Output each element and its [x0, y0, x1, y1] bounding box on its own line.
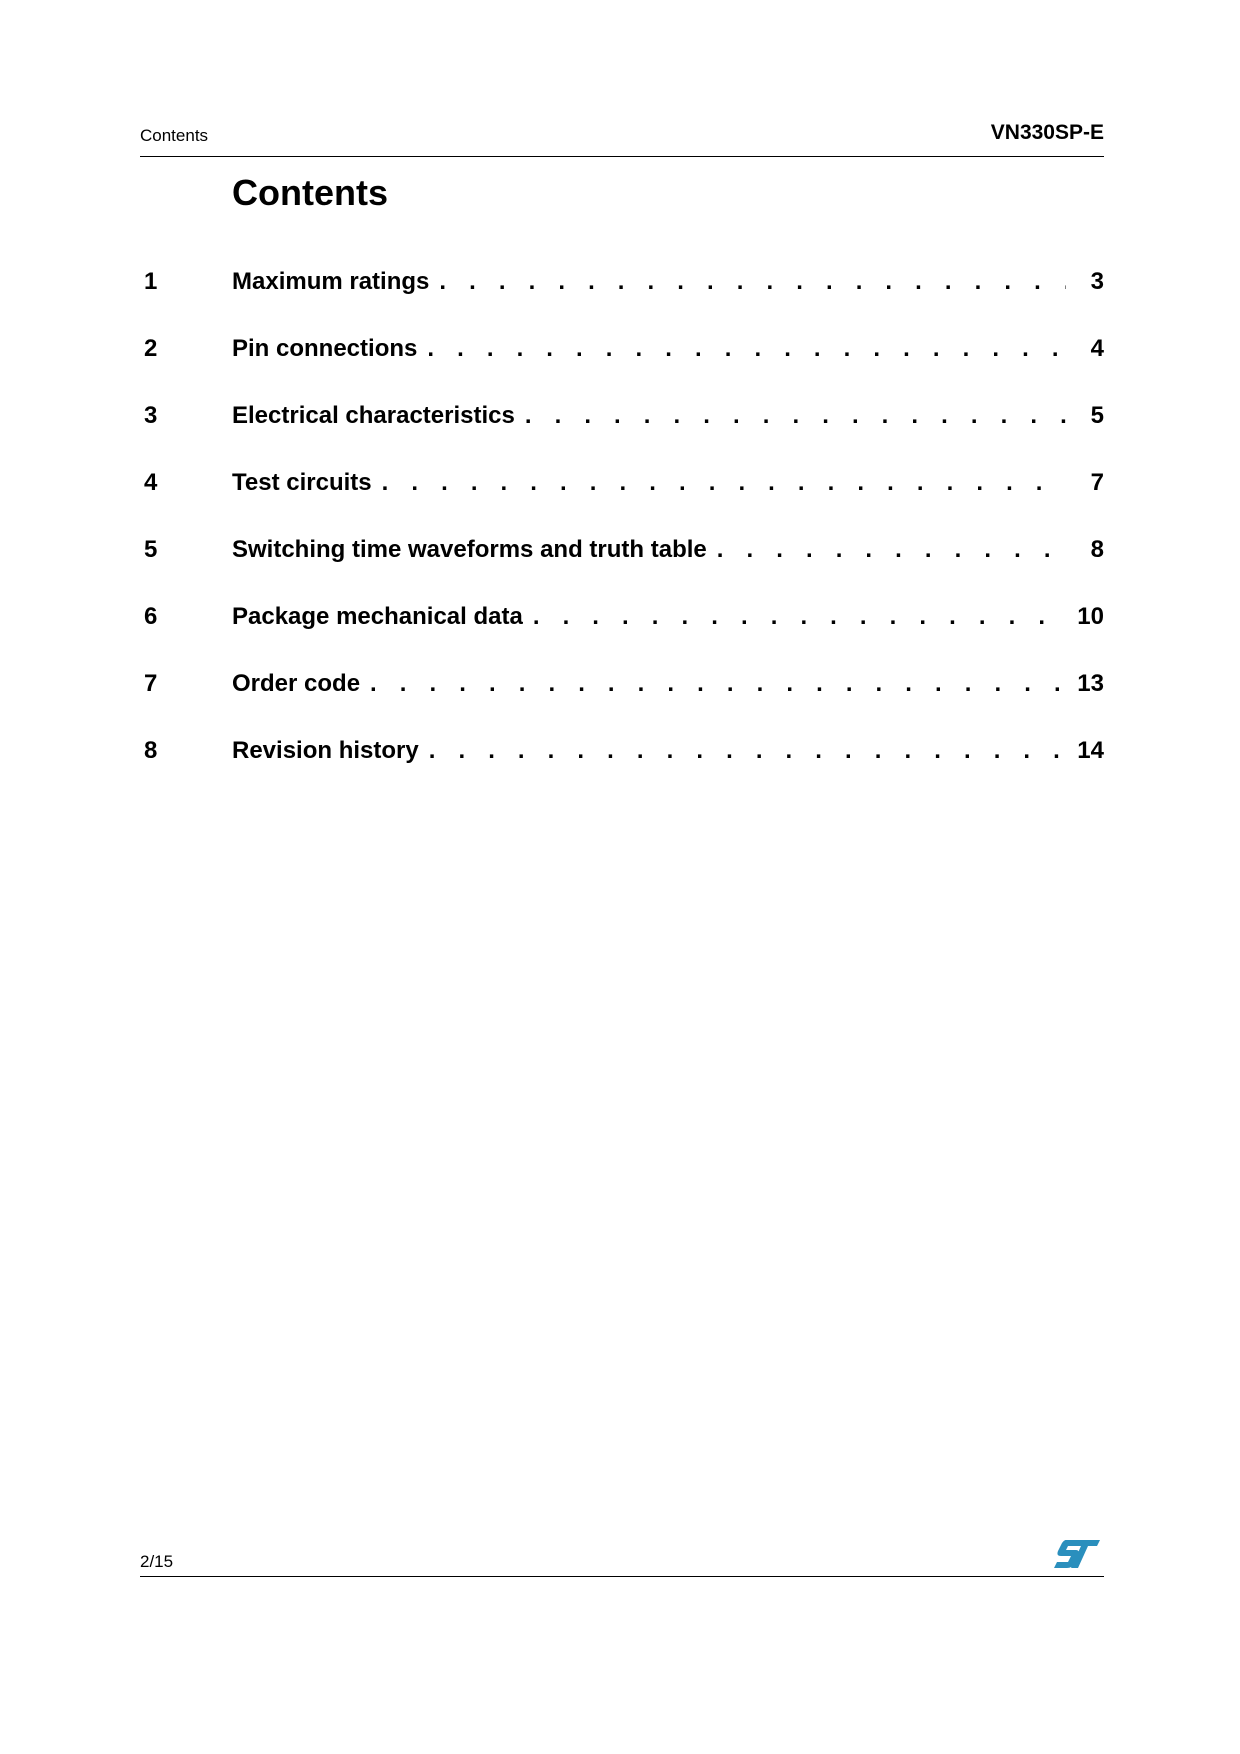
toc-entry-number: 4	[144, 469, 158, 496]
toc-entry-label[interactable]: Order code	[232, 670, 361, 697]
toc-entry-number: 7	[144, 670, 158, 697]
toc-entry-page[interactable]: 5	[1090, 402, 1104, 429]
toc-entry-electrical-characteristics[interactable]	[140, 396, 1104, 463]
toc-entry-label[interactable]: Maximum ratings	[232, 268, 430, 295]
toc-leader-dots	[370, 670, 1066, 698]
toc-entry-revision-history[interactable]	[140, 731, 1104, 798]
page-footer	[140, 1538, 1104, 1577]
toc-entry-switching-time-waveforms[interactable]	[140, 530, 1104, 597]
toc-entry-label[interactable]: Revision history	[232, 737, 419, 764]
toc-entry-page[interactable]: 13	[1077, 670, 1104, 697]
toc-entry-label[interactable]: Switching time waveforms and truth table	[232, 536, 707, 563]
toc-leader-dots	[429, 737, 1066, 765]
toc-entry-number: 1	[144, 268, 158, 295]
table-of-contents	[140, 262, 1104, 798]
page-title: Contents	[232, 172, 388, 213]
toc-entry-pin-connections[interactable]	[140, 329, 1104, 396]
toc-entry-label[interactable]: Pin connections	[232, 335, 418, 362]
toc-leader-dots	[717, 536, 1066, 564]
toc-entry-page[interactable]: 8	[1090, 536, 1104, 563]
st-logo-icon	[1052, 1538, 1102, 1570]
toc-leader-dots	[427, 335, 1066, 363]
toc-leader-dots	[533, 603, 1066, 631]
footer-page-number: 2/15	[140, 1552, 174, 1571]
header-section-label: Contents	[140, 126, 209, 145]
toc-entry-number: 5	[144, 536, 158, 563]
toc-entry-label[interactable]: Electrical characteristics	[232, 402, 515, 429]
header-document-id: VN330SP-E	[990, 121, 1104, 144]
toc-entry-test-circuits[interactable]	[140, 463, 1104, 530]
toc-entry-label[interactable]: Package mechanical data	[232, 603, 523, 630]
toc-entry-number: 3	[144, 402, 158, 429]
toc-entry-page[interactable]: 3	[1090, 268, 1104, 295]
toc-entry-label[interactable]: Test circuits	[232, 469, 372, 496]
page-header	[140, 118, 1104, 157]
toc-entry-order-code[interactable]	[140, 664, 1104, 731]
toc-entry-package-mechanical-data[interactable]	[140, 597, 1104, 664]
toc-leader-dots	[382, 469, 1066, 497]
toc-entry-maximum-ratings[interactable]	[140, 262, 1104, 329]
toc-entry-page[interactable]: 7	[1090, 469, 1104, 496]
toc-entry-number: 8	[144, 737, 158, 764]
toc-entry-page[interactable]: 10	[1077, 603, 1104, 630]
toc-entry-number: 6	[144, 603, 158, 630]
toc-leader-dots	[525, 402, 1066, 430]
toc-entry-page[interactable]: 14	[1077, 737, 1104, 764]
toc-leader-dots	[439, 268, 1066, 296]
toc-entry-number: 2	[144, 335, 158, 362]
toc-entry-page[interactable]: 4	[1090, 335, 1104, 362]
